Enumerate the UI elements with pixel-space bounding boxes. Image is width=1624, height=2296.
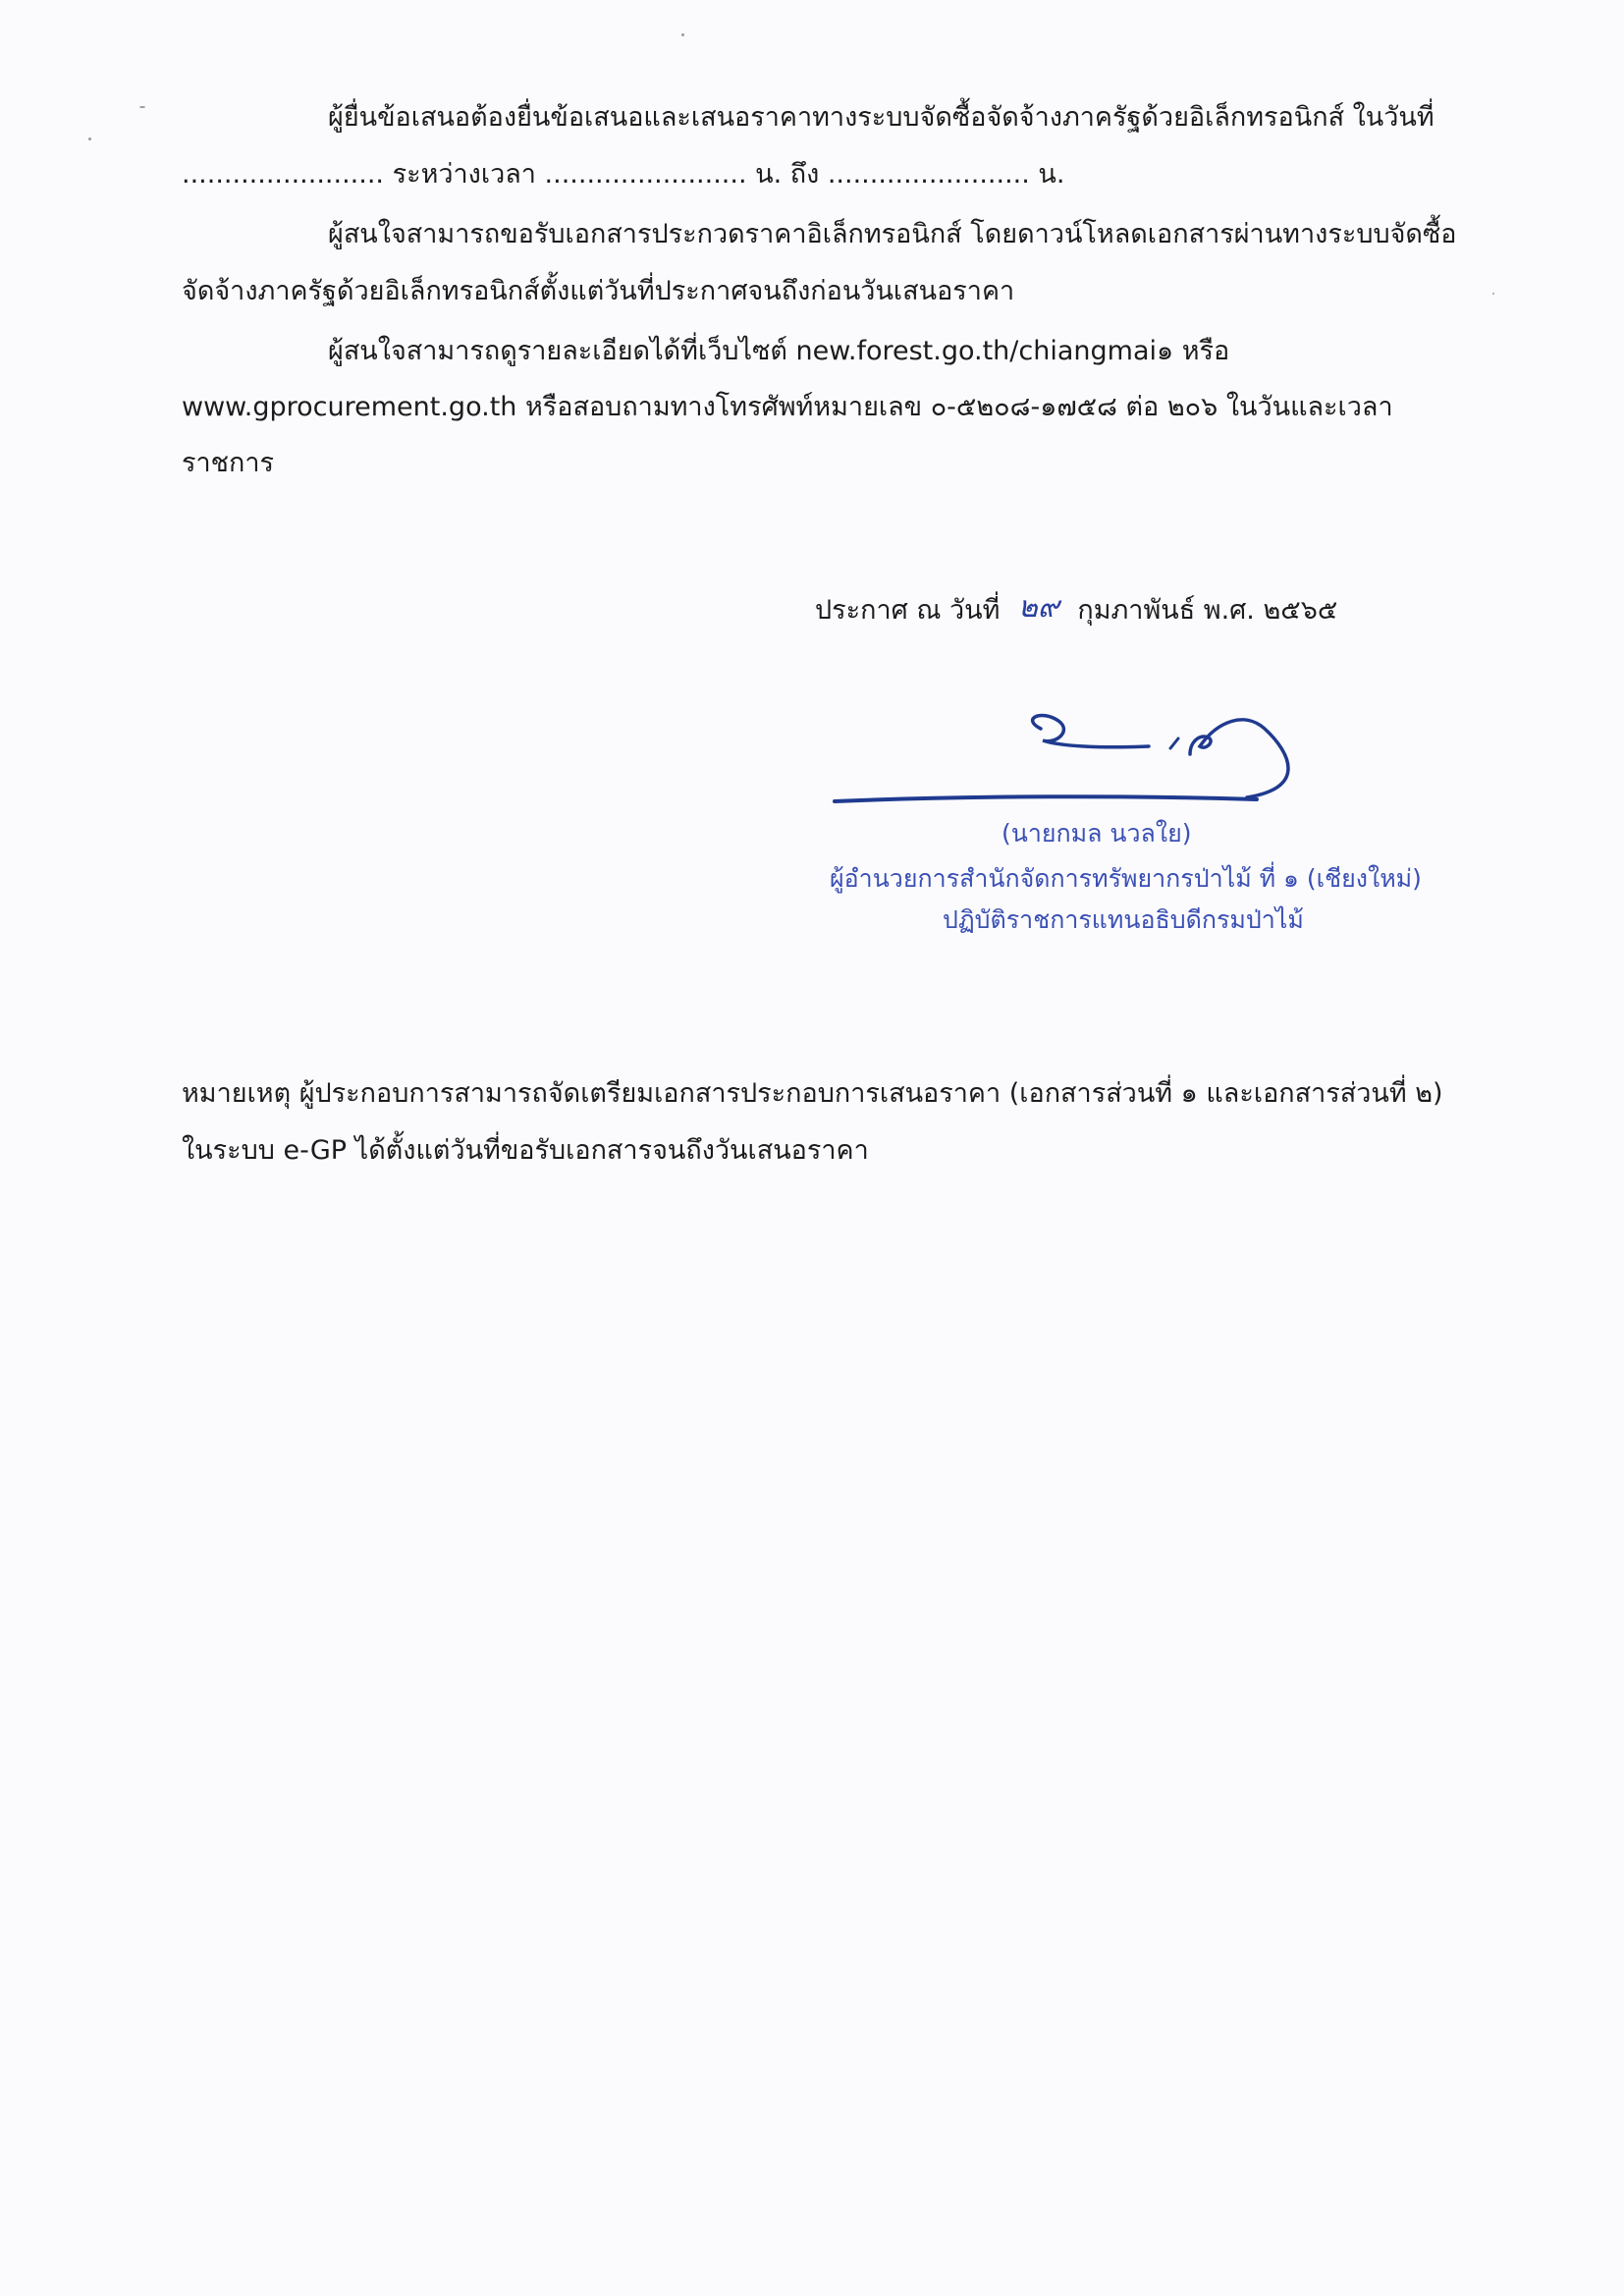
scan-speck — [1492, 293, 1494, 295]
signature-graphic — [825, 699, 1316, 821]
announcement-date — [815, 590, 1338, 628]
body-para2-line2: จัดจ้างภาครัฐด้วยอิเล็กทรอนิกส์ตั้งแต่วันที่ประกาศจนถึงก่อนวันเสนอราคา — [182, 276, 1015, 306]
signature-stroke-mark — [1170, 738, 1178, 748]
body-para3-line2: www.gprocurement.go.th หรือสอบถามทางโทรศัพท์หมายเลข ๐-๕๒๐๘-๑๗๕๘ ต่อ ๒๐๖ ในวันและเวลา — [182, 392, 1393, 422]
note-line2: ในระบบ e-GP ได้ตั้งแต่วันที่ขอรับเอกสารจนถึงวันเสนอราคา — [182, 1135, 869, 1166]
scan-speck — [139, 106, 145, 108]
signature-stroke-second — [1190, 720, 1288, 797]
signature-stroke-first — [1033, 716, 1149, 747]
signer-name: (นายกมล นวลใย) — [1001, 819, 1192, 847]
signer-acting-on-behalf: ปฏิบัติราชการแทนอธิบดีกรมป่าไม้ — [943, 905, 1304, 934]
announcement-suffix: กุมภาพันธ์ พ.ศ. ๒๕๖๕ — [1077, 595, 1338, 626]
signature-underline — [835, 796, 1257, 801]
signer-position: ผู้อำนวยการสำนักจัดการทรัพยากรป่าไม้ ที่ ๑ (เชียงใหม่) — [830, 864, 1422, 893]
announcement-day-handwritten: ๒๙ — [1018, 590, 1059, 625]
announcement-prefix: ประกาศ ณ วันที่ — [815, 595, 1001, 626]
note-line1: หมายเหตุ ผู้ประกอบการสามารถจัดเตรียมเอกสารประกอบการเสนอราคา (เอกสารส่วนที่ ๑ และเอกสารส่วนที่ ๒) — [182, 1078, 1443, 1109]
body-para3-line1: ผู้สนใจสามารถดูรายละเอียดได้ที่เว็บไซต์ new.forest.go.th/chiangmai๑ หรือ — [328, 336, 1230, 366]
scan-speck — [681, 33, 684, 36]
scan-speck — [88, 137, 91, 140]
body-para1-line1: ผู้ยื่นข้อเสนอต้องยื่นข้อเสนอและเสนอราคาทางระบบจัดซื้อจัดจ้างภาครัฐด้วยอิเล็กทรอนิกส์ ในวันที่ — [328, 102, 1435, 133]
body-para2-line1: ผู้สนใจสามารถขอรับเอกสารประกวดราคาอิเล็กทรอนิกส์ โดยดาวน์โหลดเอกสารผ่านทางระบบจัดซื้อ — [328, 219, 1457, 249]
body-para3-line3: ราชการ — [182, 448, 274, 478]
body-para1-line2: ........................ ระหว่างเวลา ........................ น. ถึง ........................ น. — [182, 159, 1065, 190]
